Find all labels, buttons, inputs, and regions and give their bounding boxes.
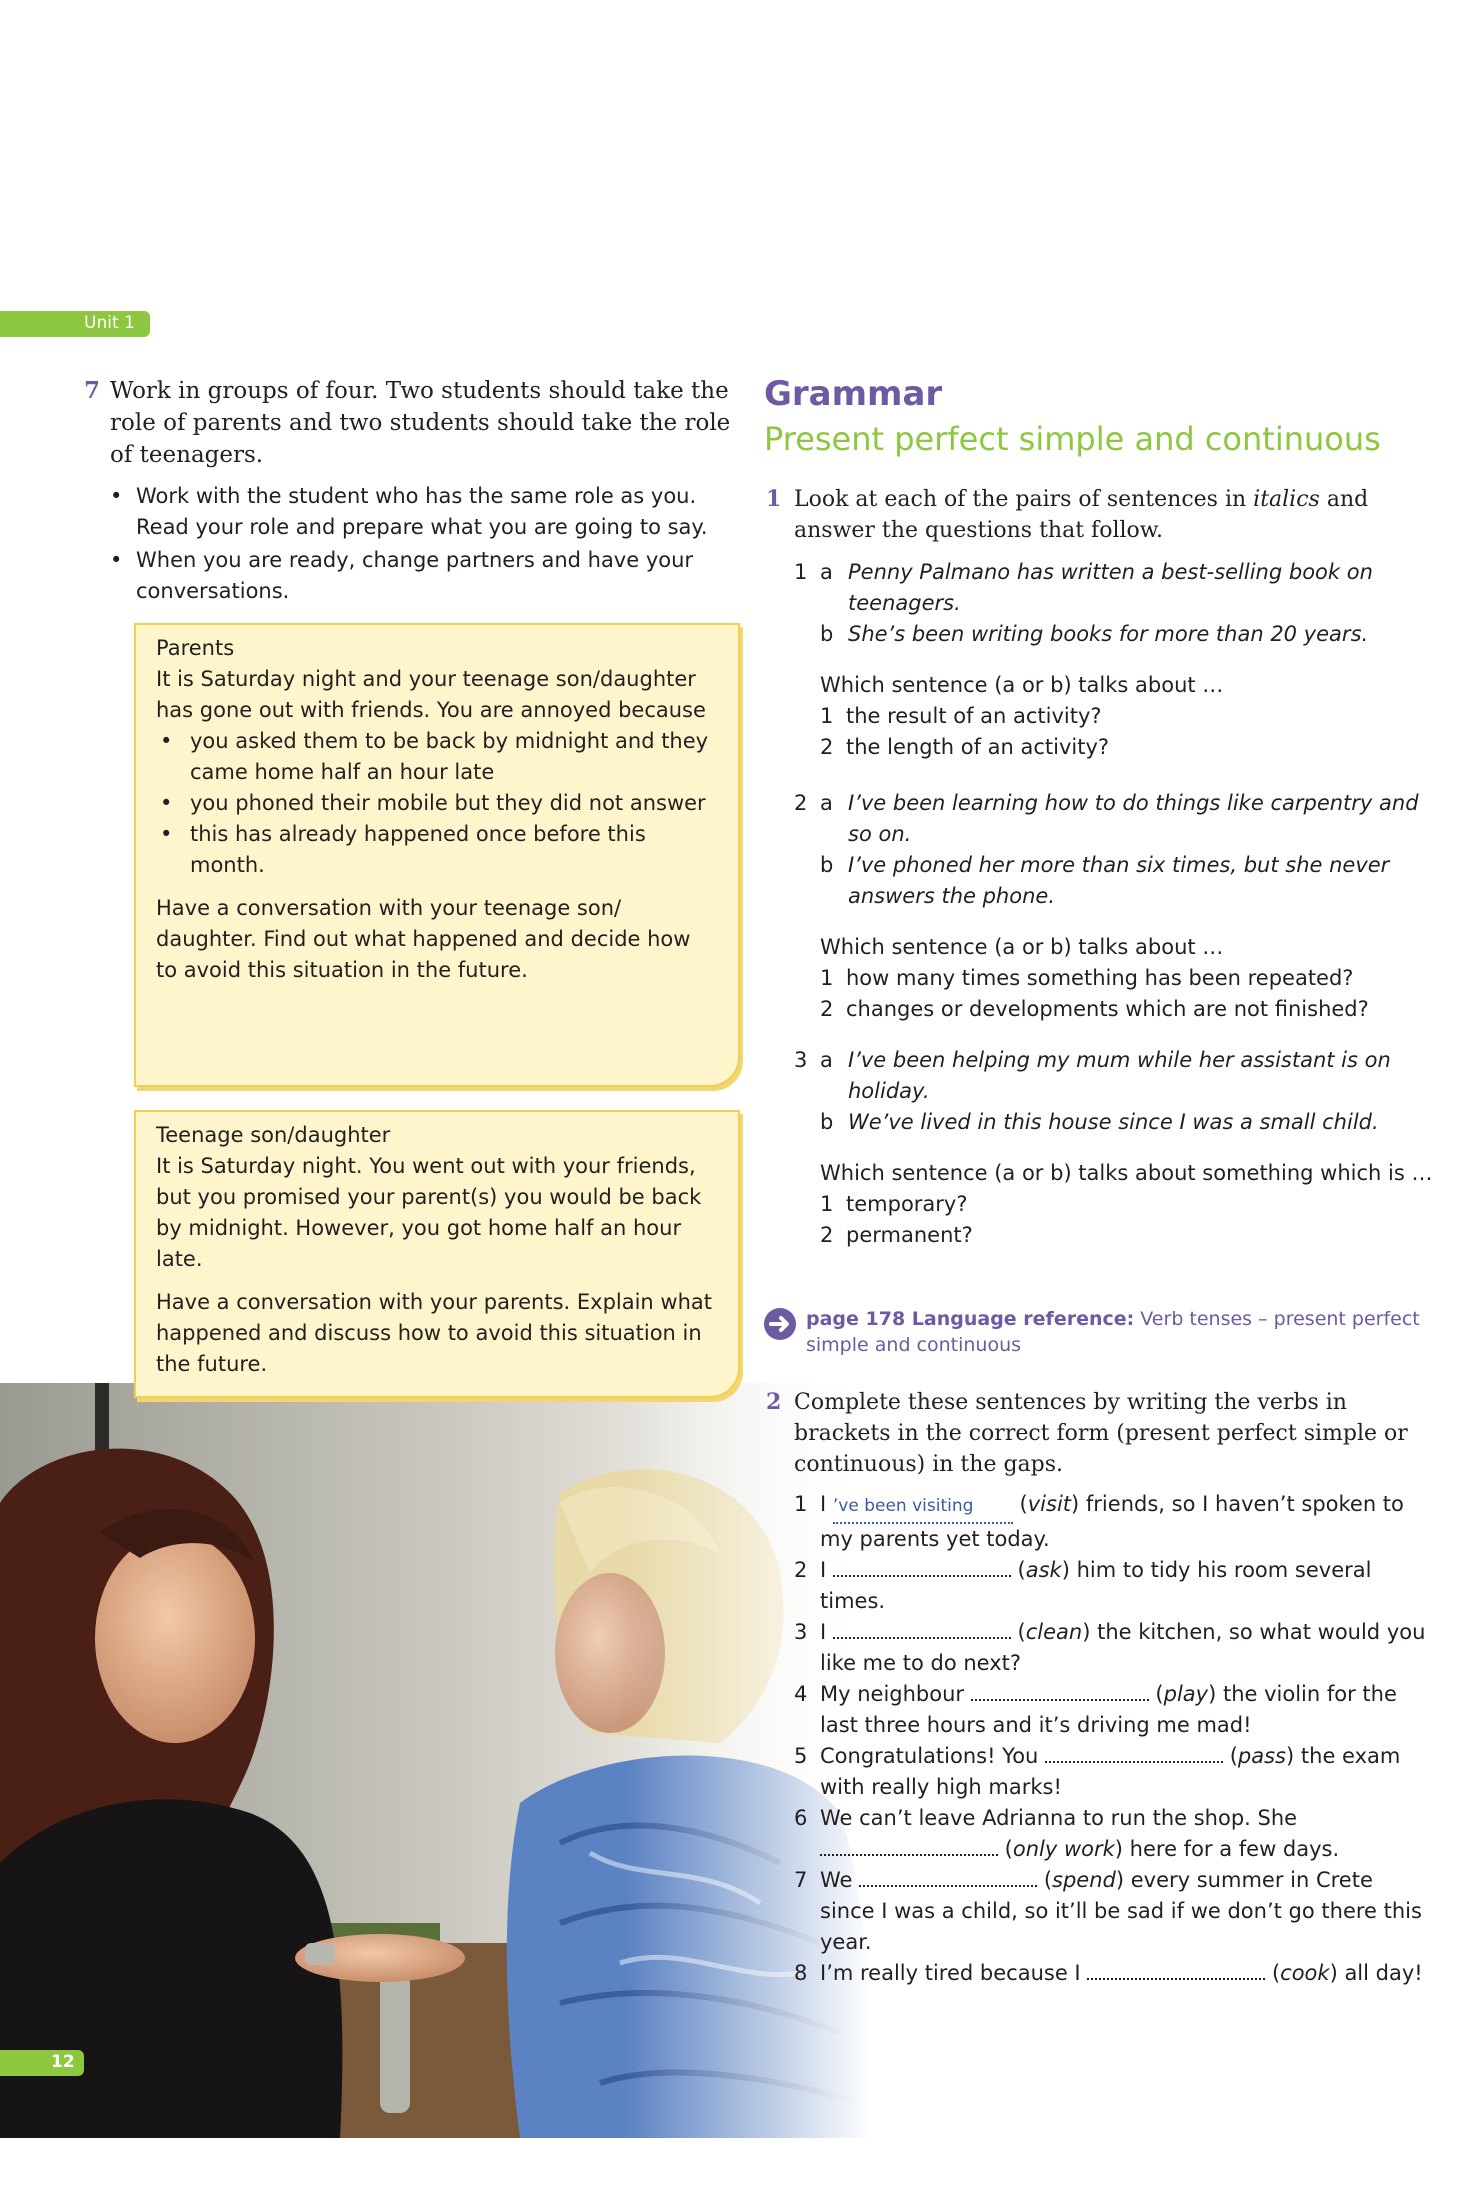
pair-number: 1 — [794, 560, 808, 584]
item-text: We can’t leave Adrianna to run the shop. She — [820, 1806, 1298, 1830]
answer-gap[interactable] — [971, 1699, 1149, 1701]
answer-gap[interactable] — [1045, 1761, 1223, 1763]
exercise-instruction: Work in groups of four. Two students should take the role of parents and two students should take the role of teenagers. — [110, 378, 731, 468]
question: Which sentence (a or b) talks about … — [820, 673, 1224, 697]
bullet-item: • Work with the student who has the same role as you. Read your role and prepare what you are going to say. — [110, 481, 740, 543]
verb-hint: cook — [1280, 1961, 1330, 1985]
instruction-text: and answer the questions that follow. — [794, 487, 1369, 543]
grammar-title: Grammar — [764, 374, 943, 414]
answer-gap[interactable] — [833, 1637, 1011, 1639]
item-text: We — [820, 1868, 860, 1892]
verb-hint: visit — [1027, 1492, 1072, 1516]
item-text: I — [820, 1620, 833, 1644]
photo-mother-daughter — [0, 1383, 870, 2138]
answer-gap[interactable] — [1087, 1978, 1265, 1980]
item-text: My neighbour — [820, 1682, 971, 1706]
gap-fill-list — [794, 1489, 1430, 1989]
letter-b: b — [820, 853, 834, 877]
unit-label: Unit 1 — [84, 313, 135, 333]
option-text: how many times something has been repeated? — [846, 966, 1354, 990]
sentence-a: Penny Palmano has written a best-selling book on teenagers. — [848, 560, 1373, 615]
verb-hint: spend — [1052, 1868, 1116, 1892]
instruction-italic: italics — [1253, 487, 1320, 512]
gap-fill-item: 7 We (spend) every summer in Crete since I was a child, so it’ll be sad if we don’t go there this year. — [794, 1865, 1430, 1958]
question: Which sentence (a or b) talks about … — [820, 935, 1224, 959]
pair-2 — [794, 788, 1434, 1025]
option-text: changes or developments which are not finished? — [846, 997, 1369, 1021]
verb-hint: ask — [1025, 1558, 1062, 1582]
item-number: 7 — [794, 1868, 808, 1892]
exercise-number: 1 — [766, 486, 782, 512]
reason-item: • you asked them to be back by midnight and they came home half an hour late — [156, 726, 718, 788]
reference-text: Verb tenses – present perfect simple and continuous — [806, 1308, 1420, 1356]
item-number: 3 — [794, 1620, 808, 1644]
answer-gap[interactable] — [820, 1854, 998, 1856]
item-text: Congratulations! You — [820, 1744, 1046, 1768]
item-text: all day! — [1337, 1961, 1423, 1985]
item-text: I — [820, 1492, 833, 1516]
exercise-7-bullets — [110, 481, 740, 609]
option-text: temporary? — [846, 1192, 968, 1216]
grammar-exercise-2 — [766, 1387, 1426, 1480]
item-text: I’m really tired because I — [820, 1961, 1088, 1985]
item-number: 6 — [794, 1806, 808, 1830]
reference-bold: page 178 Language reference: — [806, 1308, 1135, 1330]
item-text: the violin for the last three hours and it’s driving me mad! — [820, 1682, 1397, 1737]
page-number-tab — [0, 2050, 84, 2076]
option-number: 1 — [820, 966, 834, 990]
photo-illustration — [0, 1383, 870, 2138]
item-text: friends, so I haven’t spoken to my parents yet today. — [820, 1492, 1404, 1551]
item-text: the exam with really high marks! — [820, 1744, 1401, 1799]
exercise-number: 2 — [766, 1389, 782, 1415]
gap-fill-item: 8 I’m really tired because I (cook) all day! — [794, 1958, 1430, 1989]
grammar-subtitle: Present perfect simple and continuous — [764, 420, 1381, 458]
card-intro: It is Saturday night. You went out with your friends, but you promised your parent(s) you would be back by midnight. However, you got home half an hour late. — [156, 1154, 702, 1271]
question: Which sentence (a or b) talks about something which is … — [820, 1161, 1433, 1185]
option-number: 1 — [820, 1192, 834, 1216]
pair-3 — [794, 1045, 1434, 1251]
item-text: him to tidy his room several times. — [820, 1558, 1372, 1613]
parents-role-card — [134, 623, 740, 1087]
pair-1 — [794, 557, 1434, 763]
verb-hint: only work — [1012, 1837, 1115, 1861]
exercise-7 — [84, 375, 744, 471]
pair-number: 3 — [794, 1048, 808, 1072]
card-task: Have a conversation with your parents. Explain what happened and discuss how to avoid this situation in the future. — [156, 1290, 713, 1376]
verb-hint: clean — [1025, 1620, 1083, 1644]
sentence-b: She’s been writing books for more than 20 years. — [848, 622, 1369, 646]
item-number: 8 — [794, 1961, 808, 1985]
card-task: Have a conversation with your teenage son/ daughter. Find out what happened and decide how to avoid this situation in the future. — [156, 896, 691, 982]
letter-a: a — [820, 1048, 833, 1072]
teen-role-card — [134, 1110, 740, 1398]
exercise-instruction — [794, 484, 1426, 546]
option-text: the result of an activity? — [846, 704, 1102, 728]
pair-number: 2 — [794, 791, 808, 815]
item-number: 4 — [794, 1682, 808, 1706]
option-number: 1 — [820, 704, 834, 728]
arrow-right-icon — [764, 1308, 796, 1340]
option-number: 2 — [820, 1223, 834, 1247]
answer-gap[interactable] — [833, 1575, 1011, 1577]
item-text: the kitchen, so what would you like me to do next? — [820, 1620, 1426, 1675]
letter-b: b — [820, 1110, 834, 1134]
reason-item: • you phoned their mobile but they did not answer — [156, 788, 718, 819]
option-text: permanent? — [846, 1223, 973, 1247]
letter-a: a — [820, 791, 833, 815]
gap-fill-item: 1 I ’ve been visiting (visit) friends, so I haven’t spoken to my parents yet today. — [794, 1489, 1430, 1555]
letter-a: a — [820, 560, 833, 584]
gap-fill-item: 3 I (clean) the kitchen, so what would you like me to do next? — [794, 1617, 1430, 1679]
exercise-instruction: Complete these sentences by writing the verbs in brackets in the correct form (present perfect simple or continuous) in the gaps. — [794, 1390, 1408, 1477]
gap-fill-item: 6 We can’t leave Adrianna to run the shop. She (only work) here for a few days. — [794, 1803, 1430, 1865]
unit-tab — [0, 311, 150, 337]
card-title: Parents — [156, 636, 235, 660]
item-number: 1 — [794, 1492, 808, 1516]
answer-gap[interactable]: ’ve been visiting — [833, 1491, 1013, 1524]
sentence-a: I’ve been helping my mum while her assistant is on holiday. — [848, 1048, 1391, 1103]
option-number: 2 — [820, 997, 834, 1021]
reason-item: • this has already happened once before this month. — [156, 819, 718, 881]
answer-gap[interactable] — [859, 1885, 1037, 1887]
item-number: 5 — [794, 1744, 808, 1768]
card-intro: It is Saturday night and your teenage son/daughter has gone out with friends. You are annoyed because — [156, 667, 706, 722]
letter-b: b — [820, 622, 834, 646]
item-number: 2 — [794, 1558, 808, 1582]
sentence-b: We’ve lived in this house since I was a small child. — [848, 1110, 1379, 1134]
option-number: 2 — [820, 735, 834, 759]
item-text: here for a few days. — [1123, 1837, 1340, 1861]
grammar-exercise-1 — [766, 484, 1426, 546]
bullet-item: • When you are ready, change partners and have your conversations. — [110, 545, 740, 607]
item-text: every summer in Crete since I was a child, so it’ll be sad if we don’t go there this year. — [820, 1868, 1422, 1954]
item-text: I — [820, 1558, 833, 1582]
gap-fill-item: 5 Congratulations! You (pass) the exam with really high marks! — [794, 1741, 1430, 1803]
sentence-a: I’ve been learning how to do things like carpentry and so on. — [848, 791, 1419, 846]
sentence-b: I’ve phoned her more than six times, but she never answers the phone. — [848, 853, 1390, 908]
page-number: 12 — [51, 2052, 75, 2072]
language-reference-link[interactable] — [806, 1306, 1456, 1358]
verb-hint: play — [1163, 1682, 1209, 1706]
option-text: the length of an activity? — [846, 735, 1110, 759]
exercise-number: 7 — [84, 377, 101, 404]
gap-fill-item: 2 I (ask) him to tidy his room several times. — [794, 1555, 1430, 1617]
gap-fill-item: 4 My neighbour (play) the violin for the last three hours and it’s driving me mad! — [794, 1679, 1430, 1741]
verb-hint: pass — [1237, 1744, 1287, 1768]
card-title: Teenage son/daughter — [156, 1123, 391, 1147]
instruction-text: Look at each of the pairs of sentences in — [794, 487, 1254, 512]
